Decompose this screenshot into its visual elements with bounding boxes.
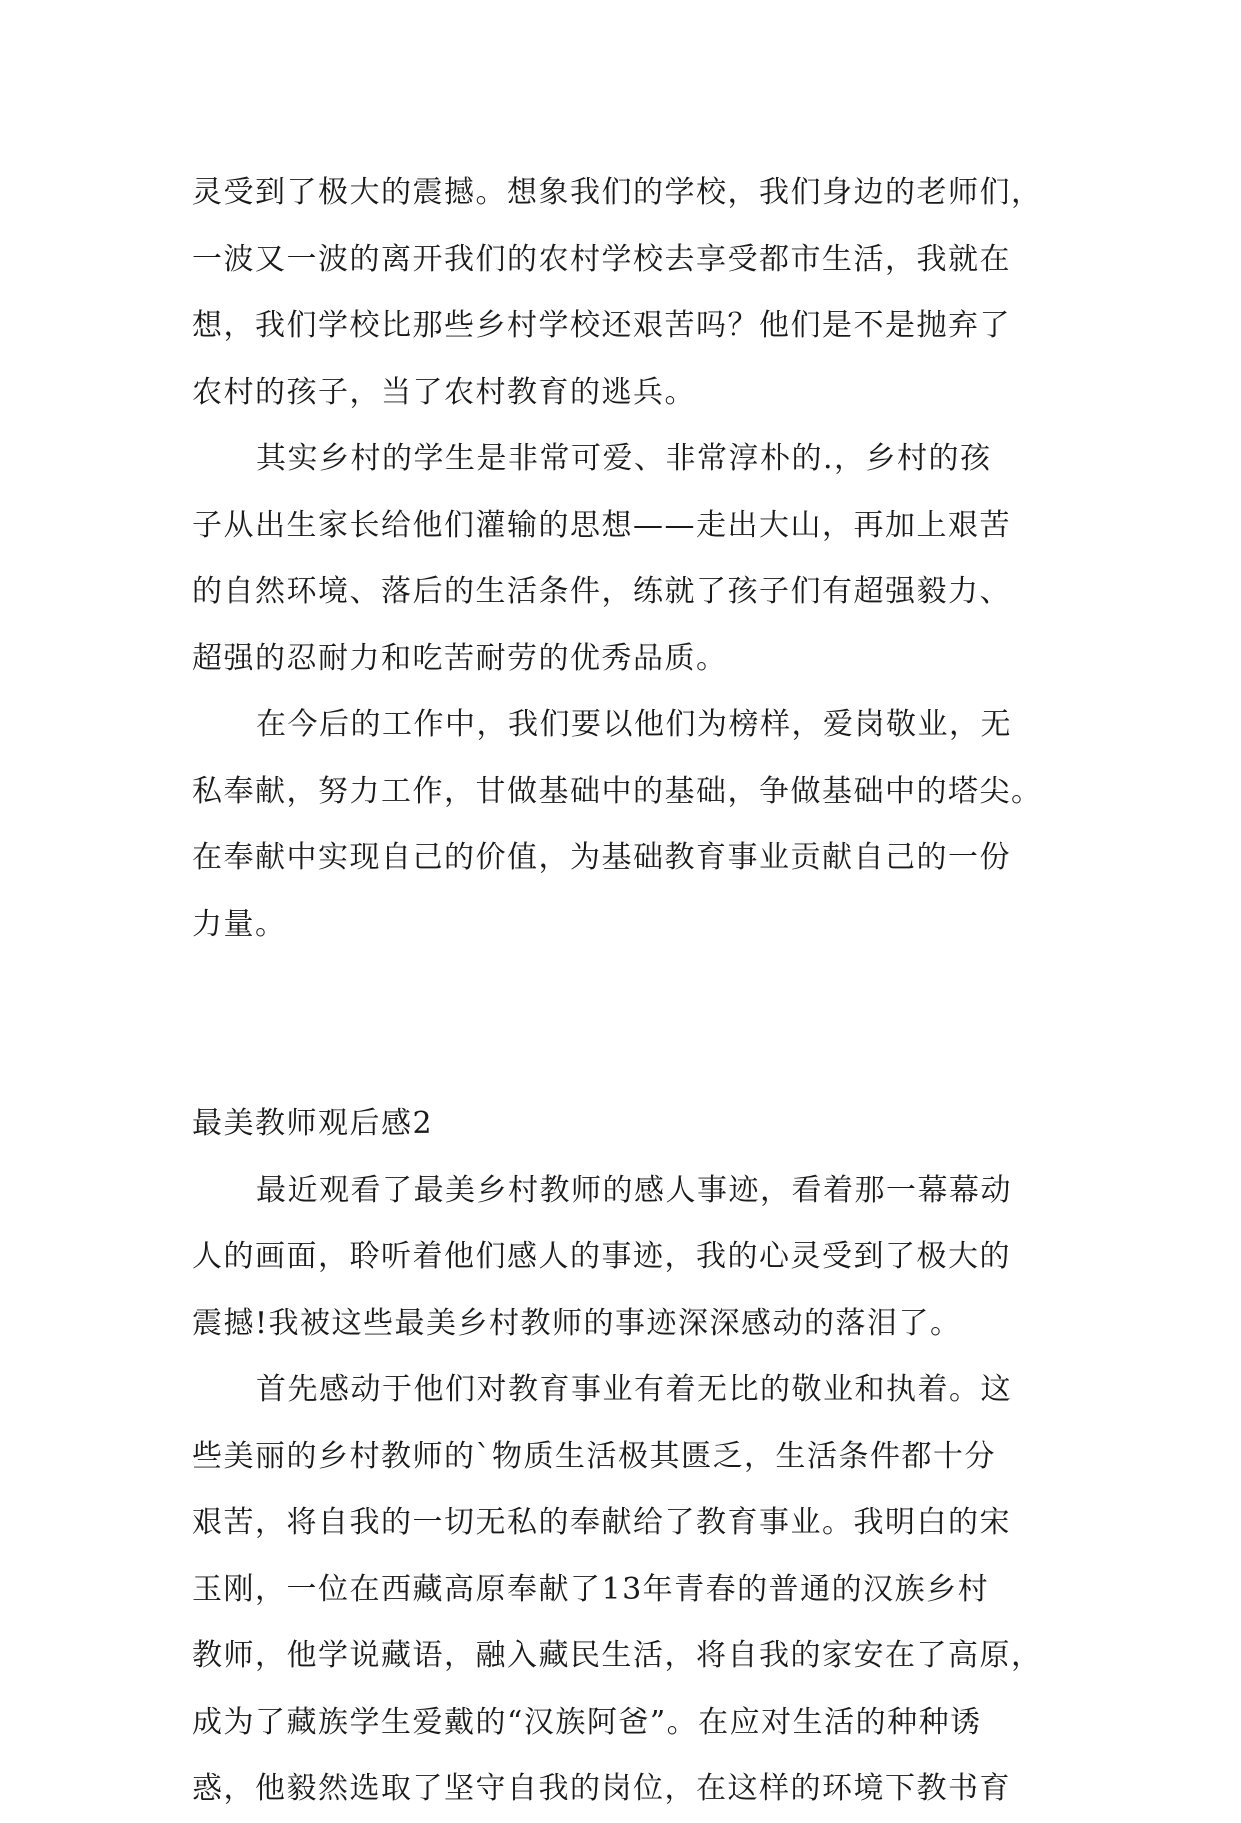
text-line: 农村的孩子，当了农村教育的逃兵。: [192, 374, 696, 410]
text-line: 成为了藏族学生爱戴的“汉族阿爸”。在应对生活的种种诱: [192, 1704, 982, 1740]
text-line: 震撼!我被这些最美乡村教师的事迹深深感动的落泪了。: [192, 1305, 962, 1341]
text-line: 最近观看了最美乡村教师的感人事迹，看着那一幕幕动: [256, 1172, 1012, 1208]
text-line: 首先感动于他们对教育事业有着无比的敬业和执着。这: [256, 1372, 1012, 1407]
text-line: 灵受到了极大的震撼。想象我们的学校，我们身边的老师们，: [192, 175, 1043, 210]
text-line: 些美丽的乡村教师的`物质生活极其匮乏，生活条件都十分: [192, 1438, 996, 1474]
text-line: 一波又一波的离开我们的农村学校去享受都市生活，我就在: [192, 241, 1011, 277]
section-spacer: [192, 958, 1062, 1091]
text-line: 其实乡村的学生是非常可爱、非常淳朴的.，乡村的孩: [256, 441, 992, 476]
text-line: 惑，他毅然选取了坚守自我的岗位，在这样的环境下教书育: [192, 1771, 1011, 1806]
text-line: 力量。: [192, 906, 287, 942]
paragraph-continuation: [192, 160, 1062, 426]
text-line: 玉刚，一位在西藏高原奉献了13年青春的普通的汉族乡村: [192, 1571, 990, 1607]
paragraph: [192, 1158, 1062, 1358]
text-line: 教师，他学说藏语，融入藏民生活，将自我的家安在了高原，: [192, 1638, 1043, 1673]
text-line: 的自然环境、落后的生活条件，练就了孩子们有超强毅力、: [192, 574, 1011, 609]
section-heading: 最美教师观后感2: [192, 1106, 434, 1141]
text-line: 想，我们学校比那些乡村学校还艰苦吗？他们是不是抛弃了: [192, 308, 1011, 343]
text-line: 人的画面，聆听着他们感人的事迹，我的心灵受到了极大的: [192, 1239, 1011, 1274]
text-line: 子从出生家长给他们灌输的思想——走出大山，再加上艰苦: [192, 507, 1011, 543]
text-line: 在今后的工作中，我们要以他们为榜样，爱岗敬业，无: [256, 707, 1012, 742]
text-line: 在奉献中实现自己的价值，为基础教育事业贡献自己的一份: [192, 840, 1011, 875]
text-line: 私奉献，努力工作，甘做基础中的基础，争做基础中的塔尖。: [192, 773, 1043, 809]
paragraph: [192, 1357, 1062, 1823]
paragraph: [192, 692, 1062, 958]
paragraph: [192, 426, 1062, 692]
text-line: 超强的忍耐力和吃苦耐劳的优秀品质。: [192, 640, 728, 676]
document-body: [192, 160, 1062, 1823]
text-line: 艰苦，将自我的一切无私的奉献给了教育事业。我明白的宋: [192, 1505, 1011, 1540]
